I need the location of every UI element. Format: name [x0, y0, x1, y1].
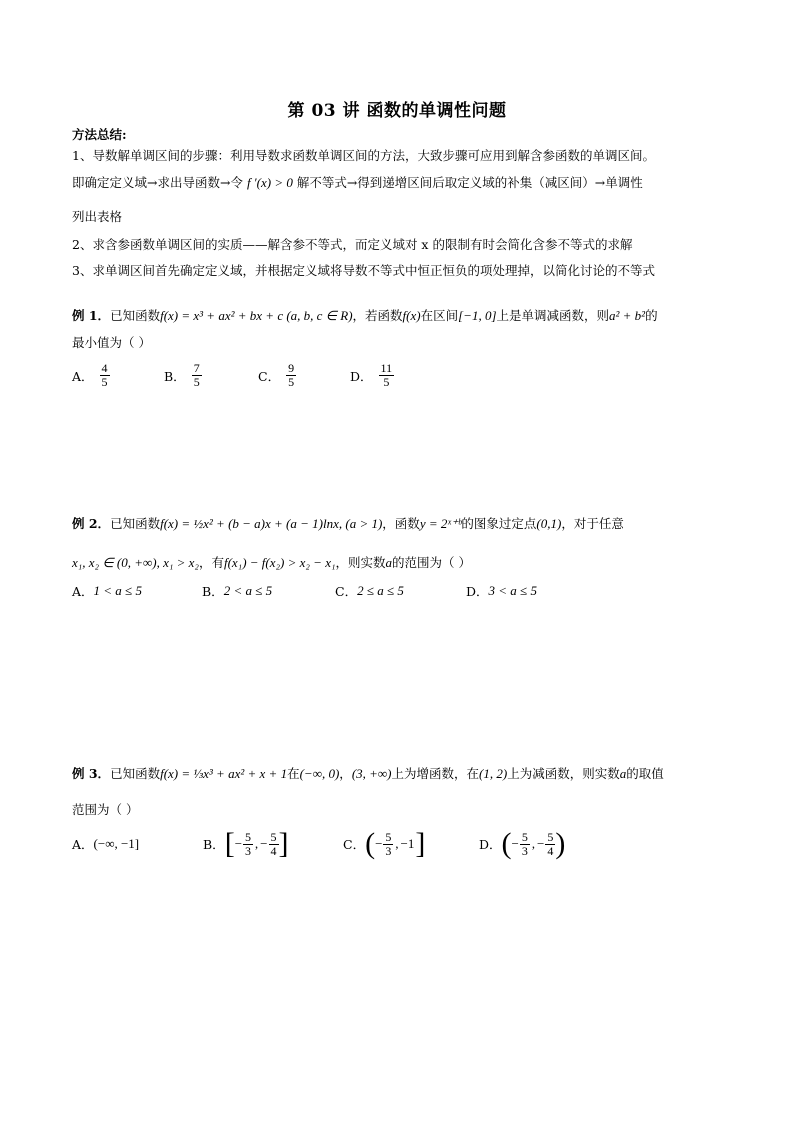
example-3-question — [72, 764, 664, 782]
question-text: 上是单调减函数，则 — [496, 308, 610, 323]
right-bracket: ] — [415, 827, 426, 860]
fraction — [379, 362, 395, 389]
option-b[interactable] — [164, 362, 258, 389]
example-label: 例 1． — [72, 308, 111, 323]
option-a[interactable] — [72, 835, 203, 853]
variable: a — [619, 766, 627, 781]
question-text: 在 — [287, 766, 300, 781]
fixed-point: (0,1) — [536, 516, 562, 531]
numerator: 5 — [245, 829, 252, 844]
question-text: 的图象过定点 — [461, 516, 537, 531]
option-a[interactable] — [72, 362, 164, 389]
function-formula: f(x) = ½x² + (b − a)x + (a − 1)lnx, (a > 1) — [160, 516, 383, 531]
option-letter: A． — [72, 837, 94, 852]
fraction — [269, 831, 279, 858]
option-a[interactable] — [72, 582, 202, 600]
minus-sign: − — [260, 836, 268, 851]
summary-step-1: 1、导数解单调区间的步骤：利用导数求函数单调区间的方法，大致步骤可应用到解含参函数的单调区间。 — [72, 148, 655, 163]
minus-sign: − — [375, 836, 383, 851]
option-letter: B． — [202, 584, 224, 599]
summary-text: 即确定定义域→求出导函数→令 — [72, 175, 243, 190]
summary-heading: 方法总结: — [72, 127, 127, 142]
fraction — [545, 831, 555, 858]
denominator: 5 — [383, 375, 390, 389]
denominator: 3 — [245, 843, 252, 858]
numerator: 5 — [270, 829, 277, 844]
numerator: 9 — [288, 361, 295, 375]
function-symbol: f(x) — [402, 308, 421, 323]
left-paren: ( — [365, 827, 376, 860]
question-text: ，有 — [198, 555, 224, 570]
option-text: 2 < a ≤ 5 — [223, 583, 273, 598]
option-b[interactable] — [202, 582, 335, 600]
example-1-question — [72, 306, 658, 324]
minus-sign: − — [511, 836, 519, 851]
option-d[interactable] — [466, 582, 537, 600]
right-paren: ) — [555, 827, 566, 860]
example-3-options — [72, 827, 566, 860]
interval: (1, 2) — [479, 766, 508, 781]
interval: (3, +∞) — [351, 766, 392, 781]
denominator: 3 — [385, 843, 392, 858]
comma: , — [395, 836, 399, 851]
option-letter: A． — [72, 584, 94, 599]
example-1-question-cont: 最小值为（ ） — [72, 335, 151, 350]
page-title: 第 03 讲 函数的单调性问题 — [287, 101, 507, 121]
minus-sign: − — [537, 836, 545, 851]
option-d[interactable] — [479, 827, 566, 860]
interval: [−1, 0] — [458, 308, 497, 323]
fraction — [520, 831, 530, 858]
option-letter: B． — [203, 837, 225, 852]
question-text: 的取值 — [626, 766, 664, 781]
fraction — [383, 831, 393, 858]
interval: (−∞, 0) — [299, 766, 340, 781]
option-c[interactable] — [343, 827, 479, 860]
denominator: 4 — [547, 843, 554, 858]
option-tail: −1 — [400, 836, 415, 851]
minus-sign: − — [234, 836, 243, 851]
option-d[interactable] — [350, 362, 394, 389]
domain-condition: x₁, x₂ ∈ (0, +∞), x₁ > x₂ — [72, 555, 199, 570]
comma: , — [255, 836, 259, 851]
option-c[interactable] — [258, 362, 350, 389]
numerator: 5 — [385, 829, 392, 844]
numerator: 11 — [380, 361, 393, 375]
target-expression: a² + b² — [609, 308, 646, 323]
question-text: 的范围为（ ） — [392, 555, 471, 570]
numerator: 7 — [193, 361, 200, 375]
denominator: 5 — [288, 375, 295, 389]
question-text: 已知函数 — [110, 766, 161, 781]
option-c[interactable] — [335, 582, 466, 600]
option-letter: D． — [479, 837, 502, 852]
question-text: 在区间 — [420, 308, 459, 323]
left-paren: ( — [501, 827, 512, 860]
option-text: 1 < a ≤ 5 — [93, 583, 142, 598]
comma: , — [531, 836, 535, 851]
denominator: 5 — [101, 375, 108, 389]
option-text: (−∞, −1] — [93, 836, 140, 851]
exponential-function: y = 2ˣ⁺ᵇ — [419, 516, 462, 531]
option-letter: D． — [350, 368, 373, 384]
question-text: ，对于任意 — [561, 516, 624, 531]
example-2-question — [72, 514, 624, 532]
option-text: 2 ≤ a ≤ 5 — [357, 583, 404, 598]
summary-step-2: 2、求含参函数单调区间的实质——解含参不等式，而定义域对 x 的限制有时会简化含参不等式的求解 — [72, 237, 633, 252]
numerator: 4 — [101, 361, 108, 375]
numerator: 5 — [521, 829, 528, 844]
variable: a — [385, 555, 392, 570]
numerator: 5 — [547, 829, 554, 844]
denominator: 3 — [521, 843, 528, 858]
example-2-options — [72, 582, 537, 600]
fraction — [243, 831, 253, 858]
function-formula: f(x) = x³ + ax² + bx + c (a, b, c ∈ R) — [160, 308, 353, 323]
example-label: 例 3． — [72, 766, 111, 781]
example-2-question-cont — [72, 553, 471, 571]
question-text: 上为减函数，则实数 — [507, 766, 620, 781]
example-1-options — [72, 362, 394, 389]
question-text: 上为增函数，在 — [391, 766, 480, 781]
function-formula: f(x) = ⅓x³ + ax² + x + 1 — [160, 766, 288, 781]
option-letter: D． — [466, 584, 489, 599]
question-text: ，若函数 — [352, 308, 403, 323]
example-3-question-cont: 范围为（ ） — [72, 802, 139, 817]
summary-text: 解不等式→得到递增区间后取定义域的补集（减区间）→单调性 — [296, 175, 643, 190]
option-letter: C． — [258, 368, 281, 384]
fraction — [192, 362, 202, 389]
option-letter: B． — [164, 368, 186, 384]
summary-step-1-end: 列出表格 — [72, 209, 123, 224]
question-text: ， — [339, 766, 352, 781]
option-b[interactable] — [203, 827, 343, 860]
example-label: 例 2． — [72, 516, 111, 531]
right-bracket: ] — [278, 827, 289, 860]
question-text: ，则实数 — [335, 555, 386, 570]
question-text: 的 — [645, 308, 658, 323]
question-text: 已知函数 — [110, 516, 161, 531]
left-bracket: [ — [224, 827, 235, 860]
option-letter: A． — [72, 368, 94, 384]
summary-step-1-cont — [72, 173, 643, 191]
inequality: f(x₁) − f(x₂) > x₂ − x₁ — [223, 555, 336, 570]
fraction — [100, 362, 110, 389]
option-text: 3 < a ≤ 5 — [488, 583, 537, 598]
denominator: 4 — [270, 843, 277, 858]
question-text: ，函数 — [382, 516, 420, 531]
option-letter: C． — [335, 584, 358, 599]
derivative-condition: f ′(x) > 0 — [246, 175, 293, 190]
option-letter: C． — [343, 837, 366, 852]
question-text: 已知函数 — [110, 308, 161, 323]
summary-step-3: 3、求单调区间首先确定定义域，并根据定义域将导数不等式中恒正恒负的项处理掉，以简化讨论的不等式 — [72, 263, 655, 278]
denominator: 5 — [193, 375, 200, 389]
fraction — [286, 362, 296, 389]
